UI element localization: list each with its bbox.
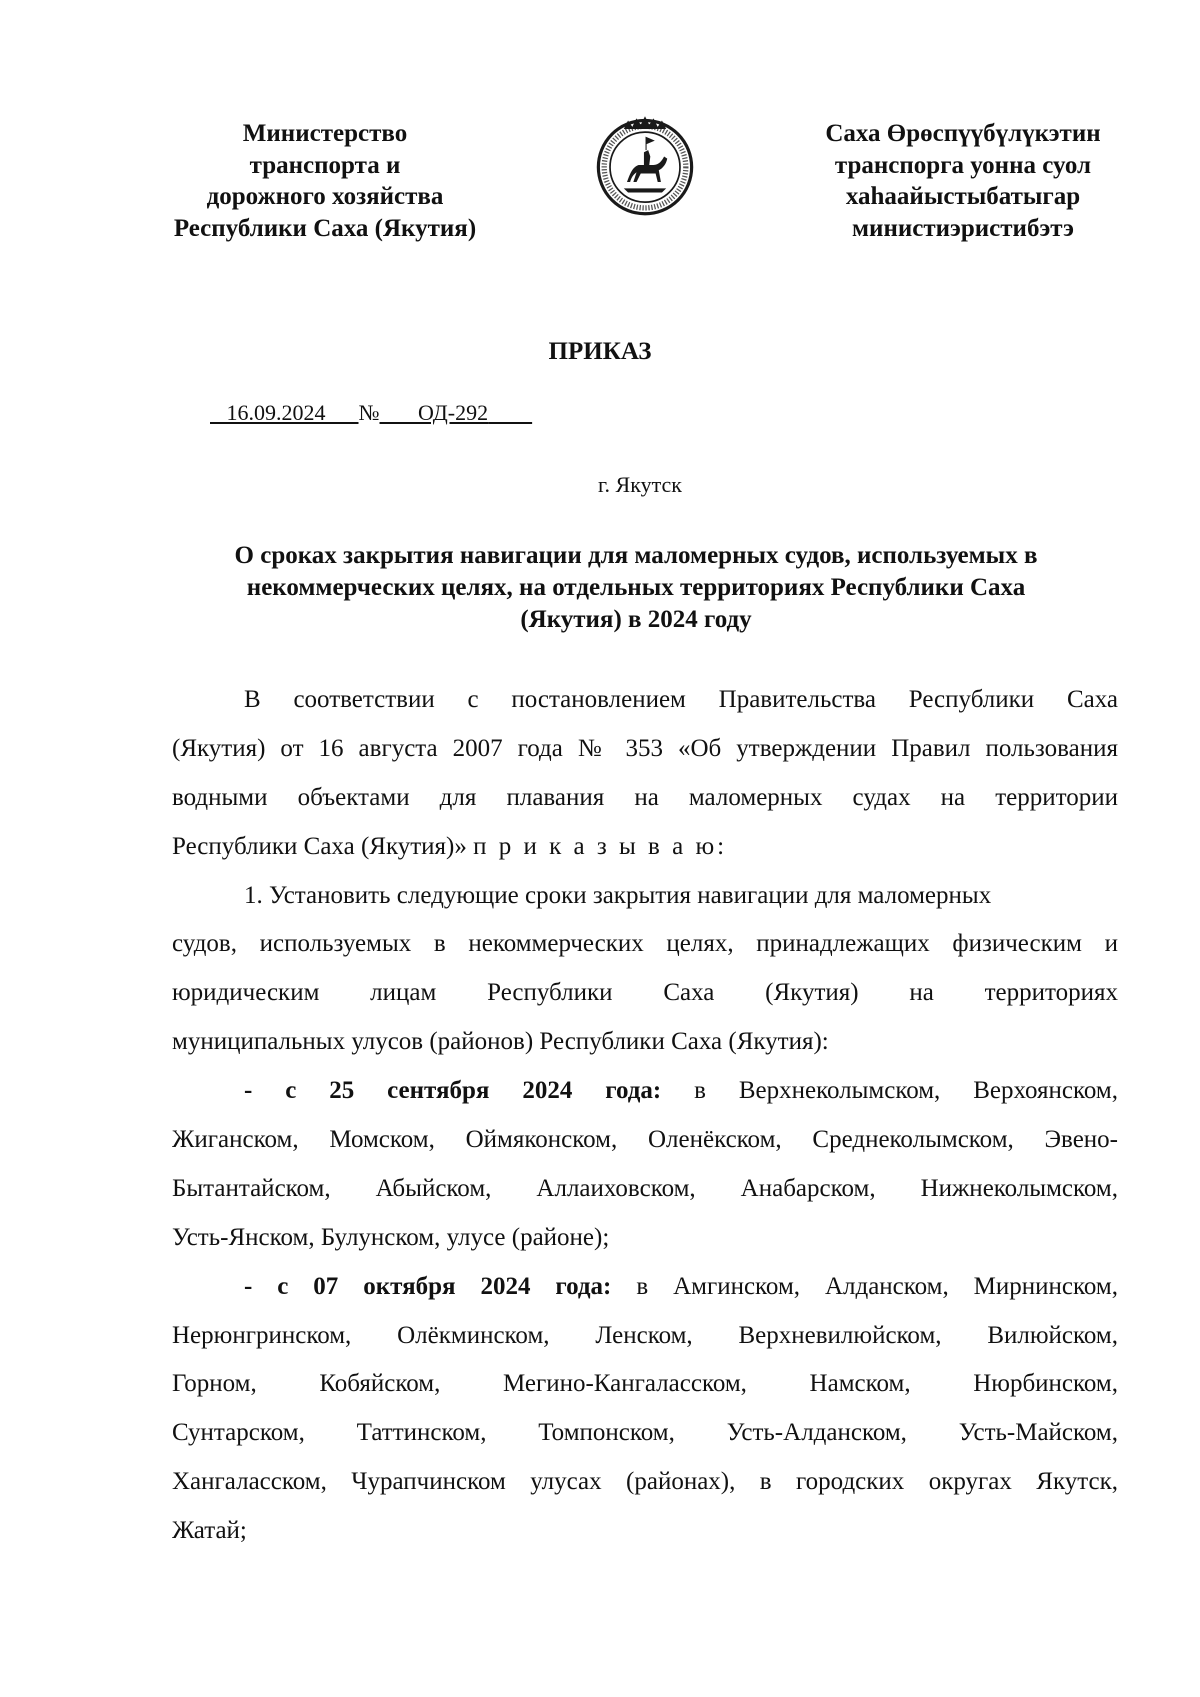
subject-line: некоммерческих целях, на отдельных территориях Республики Саха	[246, 574, 1026, 601]
header-line: хаһаайыстыбатыгар	[845, 183, 1081, 210]
header-line: дорожного хозяйства	[206, 183, 444, 210]
body-line: 1. Установить следующие сроки закрытия навигации для маломерных	[244, 881, 992, 909]
header-line: Саха Өрөспүүбүлүкэтин	[825, 120, 1101, 147]
order-body	[172, 676, 1118, 1556]
header-line: транспорга уонна суол	[834, 151, 1092, 179]
body-line: судов, используемых в некоммерческих целях, принадлежащих физическим и	[172, 930, 1118, 958]
body-line: Жиганском, Момском, Оймяконском, Оленёкском, Среднеколымском, Эвено-	[172, 1126, 1118, 1154]
body-text: в Амгинском, Алданском, Мирнинском,	[636, 1272, 1118, 1300]
body-line: В соответствии с постановлением Правительства Республики Саха	[244, 686, 1118, 713]
body-line: Нерюнгринском, Олёкминском, Ленском, Верхневилюйском, Вилюйском,	[172, 1321, 1118, 1349]
subject-line: О сроках закрытия навигации для маломерных судов, используемых в	[234, 542, 1038, 569]
body-line: водными объектами для плавания на маломерных судах на территории	[172, 783, 1118, 811]
order-verb: п р и к а з ы в а ю:	[473, 832, 728, 860]
body-line	[172, 1263, 1118, 1312]
order-date: 16.09.2024	[226, 400, 326, 425]
order-number: ОД-292	[418, 400, 489, 425]
body-line: муниципальных улусов (районов) Республики Саха (Якутия):	[172, 1028, 829, 1056]
body-line: Хангаласском, Чурапчинском улусах (районах), в городских округах Якутск,	[172, 1468, 1118, 1496]
order-date-number	[210, 400, 532, 426]
deadline-date: - с 07 октября 2024 года:	[244, 1272, 612, 1300]
body-line: Жатай;	[172, 1517, 247, 1545]
header-ministry-ru	[140, 118, 510, 244]
body-line: (Якутия) от 16 августа 2007 года № 353 «Об утверждении Правил пользования	[172, 734, 1118, 762]
body-line	[172, 823, 1118, 872]
body-line: Бытантайском, Абыйском, Аллаиховском, Анабарском, Нижнеколымском,	[172, 1174, 1118, 1202]
header-line: Министерство	[242, 120, 408, 147]
deadline-date: - с 25 сентября 2024 года:	[244, 1077, 662, 1105]
body-line: юридическим лицам Республики Саха (Якутия) на территориях	[172, 979, 1118, 1007]
emblem-icon	[592, 112, 698, 218]
order-title: ПРИКАЗ	[548, 338, 652, 365]
header-line: транспорта и	[249, 151, 401, 179]
header-line: Республики Саха (Якутия)	[173, 214, 477, 242]
order-city: г. Якутск	[598, 472, 682, 497]
order-subject	[168, 540, 1104, 636]
body-text: в Верхнеколымском, Верхоянском,	[694, 1077, 1118, 1105]
header-line: министиэристибэтэ	[852, 214, 1074, 242]
number-sign: №	[358, 400, 380, 425]
body-line	[172, 1067, 1118, 1116]
body-text: Республики Саха (Якутия)»	[172, 832, 467, 860]
subject-line: (Якутия) в 2024 году	[520, 606, 752, 633]
body-line: Усть-Янском, Булунском, улусе (районе);	[172, 1223, 610, 1251]
header-ministry-sah	[793, 118, 1133, 244]
body-line: Горном, Кобяйском, Мегино-Кангаласском, Намском, Нюрбинском,	[172, 1370, 1118, 1398]
body-line: Сунтарском, Таттинском, Томпонском, Усть-Алданском, Усть-Майском,	[172, 1419, 1118, 1447]
